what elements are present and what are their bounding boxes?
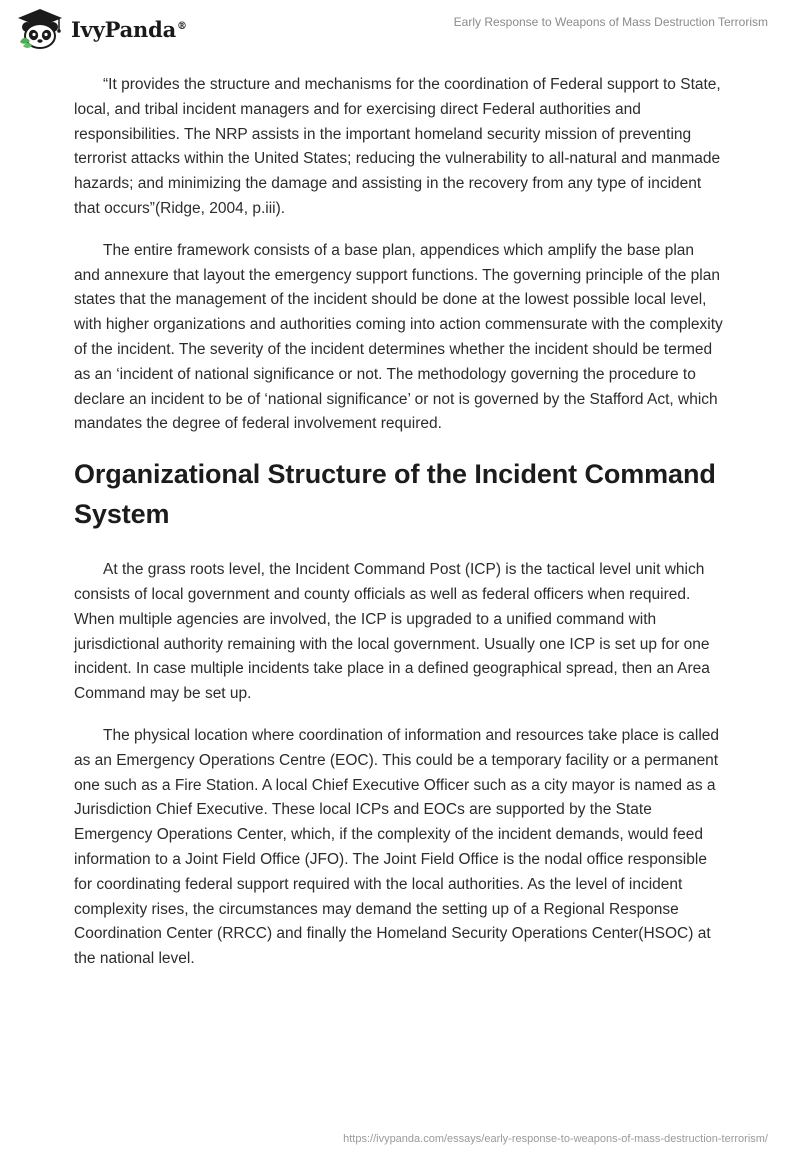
panda-graduate-logo-icon (14, 8, 66, 50)
source-url[interactable]: https://ivypanda.com/essays/early-response-to-weapons-of-mass-destruction-terrorism/ (343, 1133, 768, 1145)
ivypanda-logo[interactable] (14, 8, 187, 50)
registered-mark: ® (177, 20, 187, 32)
document-title: Early Response to Weapons of Mass Destruction Terrorism (453, 15, 768, 29)
paragraph-eoc: The physical location where coordination of information and resources take place is called as an Emergency Operations Centre (EOC). This could be a temporary facility or a permanent one such as a Fire Station. A local Chief Executive Officer such as a city mayor is named as a Jurisdiction Chief Executive. These local ICPs and EOCs are supported by the State Emergency Operations Center, which, if the complexity of the incident demands, would feed information to a Joint Field Office (JFO). The Joint Field Office is the nodal office responsible for coordinating federal support required with the local authorities. As the level of incident complexity rises, the circumstances may demand the setting up of a Regional Response Coordination Center (RRCC) and finally the Homeland Security Operations Center(HSOC) at the national level. (74, 726, 720, 968)
paragraph-framework: The entire framework consists of a base plan, appendices which amplify the base plan and annexure that layout the emergency support functions. The governing principle of the plan states that the management of the incident should be done at the lowest possible local level, with higher organizations and authorities coming into action commensurate with the complexity of the incident. The severity of the incident determines whether the incident should be termed as an ‘incident of national significance or not. The methodology governing the procedure to declare an incident to be of ‘national significance’ or not is governed by the Stafford Act, which mandates the degree of federal involvement required. (74, 241, 723, 433)
paragraph-icp: At the grass roots level, the Incident Command Post (ICP) is the tactical level unit which consists of local government and county officials as well as federal officers when required. When multiple agencies are involved, the ICP is upgraded to a unified command with jurisdictional authority remaining with the local government. Usually one ICP is set up for one incident. In case multiple incidents take place in a defined geographical spread, then an Area Command may be set up. (74, 561, 710, 703)
brand-name: IvyPanda® (71, 16, 187, 42)
page-header (0, 0, 800, 60)
section-heading: Organizational Structure of the Incident Command System (74, 459, 716, 530)
essay-content (74, 73, 724, 989)
paragraph-quote: “It provides the structure and mechanisms for the coordination of Federal support to State, local, and tribal incident managers and for exercising direct Federal authorities and responsibilities. The NRP assists in the important homeland security mission of preventing terrorist attacks within the United States; reducing the vulnerability to all-natural and manmade hazards; and minimizing the damage and assisting in the recovery from any type of incident that occurs”(Ridge, 2004, p.iii). (74, 76, 721, 217)
